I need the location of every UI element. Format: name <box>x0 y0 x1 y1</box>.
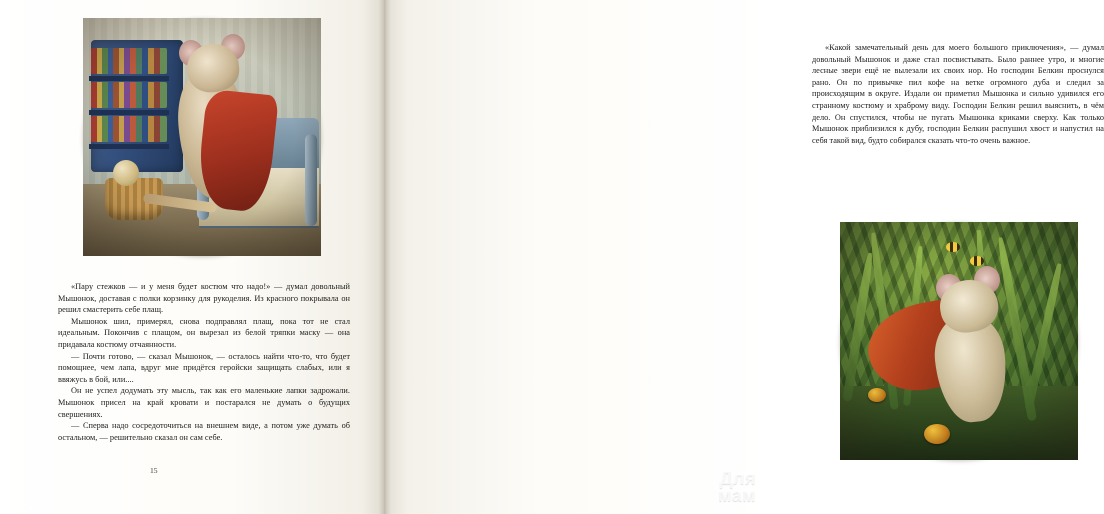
paragraph: Он не успел додумать эту мысль, так как его маленькие лапки задрожали. Мышонок присел на край кровати и постарался не думать о будущих свершениях. <box>58 386 350 419</box>
page-number: 15 <box>150 466 158 475</box>
left-page-text <box>58 281 350 443</box>
watermark-line-1: Для <box>719 468 756 488</box>
paragraph: — Сперва надо сосредоточиться на внешнем виде, а потом уже думать об остальном, — решительно сказал он сам себе. <box>58 421 350 442</box>
paragraph: «Какой замечательный день для моего большого приключения», — думал довольный Мышонок и даже стал посвистывать. Было раннее утро, и многие лесные звери ещё не вылезали их своих нор. Но господин Белкин проснулся рано. Он по привычке пил кофе на ветке огромного дуба и следил за происходящим в округе. Издали он приметил Мышонка и сильно удивился его странному костюму и храброму виду. Господин Белкин решил выяснить, в чём дело. Он спустился, чтобы не пугать Мышонка криками сверху. Как только Мышонок приблизился к дубу, господин Белкин распушил хвост и напустил на себя такой вид, будто собирался сказать что-то очень важное. <box>812 43 1104 145</box>
left-page <box>0 0 385 514</box>
book-gutter <box>379 0 391 514</box>
right-page-text <box>812 42 1104 146</box>
illustration-vignette <box>83 18 321 256</box>
paragraph: «Пару стежков — и у меня будет костюм что надо!» — думал довольный Мышонок, доставая с полки корзинку для рукоделия. Из красного покрывала он решил смастерить себе плащ. <box>58 282 350 315</box>
mouse-in-bedroom-illustration <box>83 18 321 256</box>
mouse-in-grass-illustration <box>840 222 1078 460</box>
paragraph: — Почти готово, — сказал Мышонок, — осталось найти что-то, что будет помощнее, чем лапа, вдруг мне придётся геройски защищать слабых, или я ввяжусь в бой, или.... <box>58 351 350 384</box>
right-page <box>385 0 1104 514</box>
watermark <box>718 470 756 504</box>
watermark-line-2: мам <box>718 485 756 505</box>
paragraph: Мышонок шил, примерял, снова подправлял плащ, пока тот не стал идеальным. Покончив с плащом, он вырезал из белой тряпки маску — она придавала костюму отчаянности. <box>58 316 350 349</box>
illustration-vignette <box>840 222 1078 460</box>
